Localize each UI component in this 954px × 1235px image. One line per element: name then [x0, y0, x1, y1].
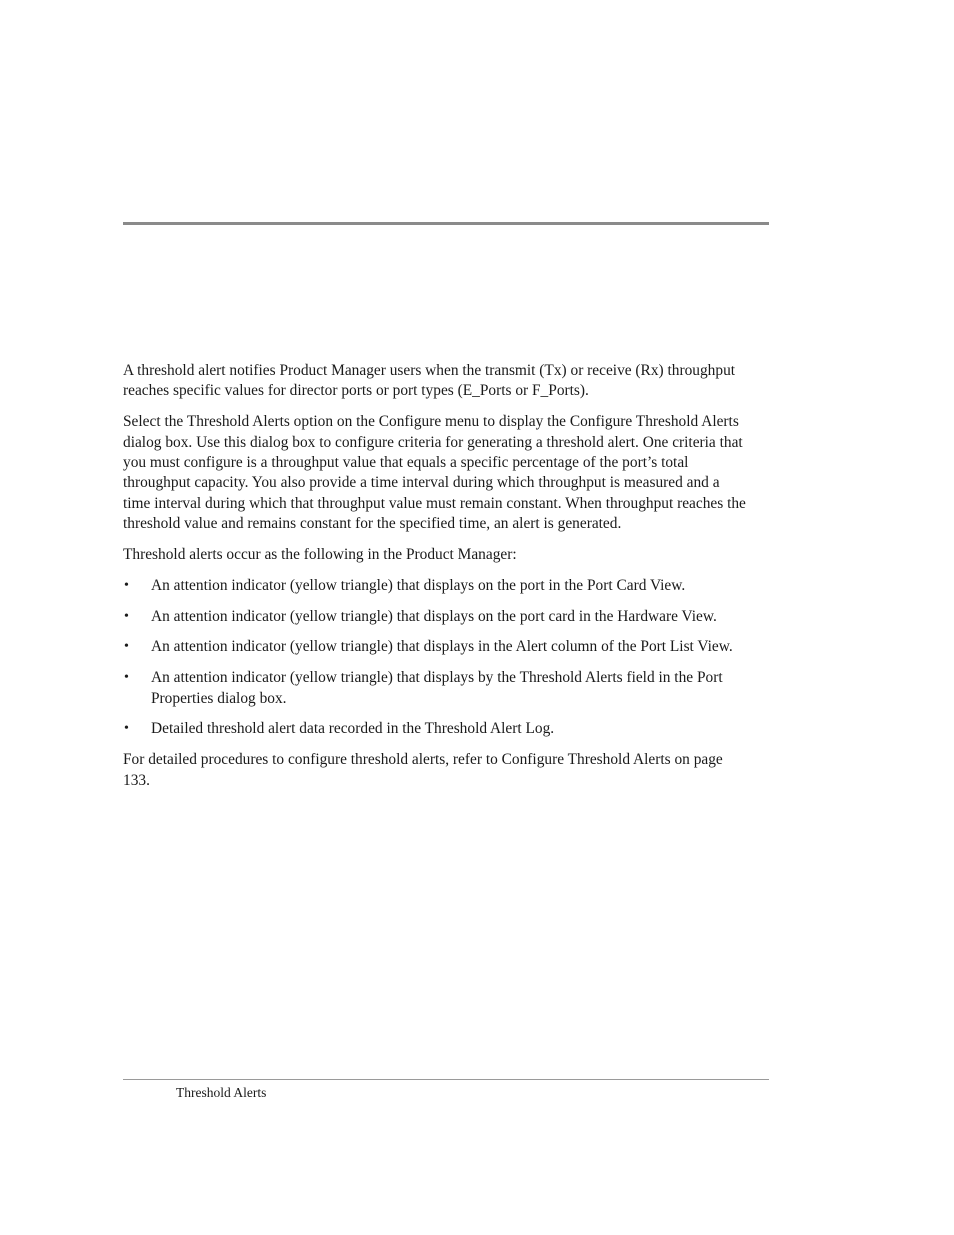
list-item [123, 719, 748, 739]
bullet-icon: • [124, 639, 129, 655]
occurrence-list [123, 576, 748, 740]
list-item-text: An attention indicator (yellow triangle) that displays by the Threshold Alerts field in the Port Properties dialog box. [151, 669, 723, 707]
reference-paragraph: For detailed procedures to configure threshold alerts, refer to Configure Threshold Alerts on page 133. [123, 751, 723, 789]
bullet-icon: • [124, 721, 129, 737]
list-item [123, 637, 748, 657]
bullet-icon: • [124, 670, 129, 686]
list-item-text: Detailed threshold alert data recorded in the Threshold Alert Log. [151, 720, 555, 738]
list-item-text: An attention indicator (yellow triangle) that displays on the port in the Port Card View. [151, 576, 686, 594]
intro-paragraph: A threshold alert notifies Product Manager users when the transmit (Tx) or receive (Rx) throughput reaches specific values for director ports or port types (E_Ports or F_Ports). [123, 362, 736, 400]
header-rule [123, 222, 769, 225]
list-item-text: An attention indicator (yellow triangle) that displays in the Alert column of the Port List View. [151, 638, 733, 656]
occurrence-intro: Threshold alerts occur as the following in the Product Manager: [123, 546, 517, 564]
footer-rule [123, 1079, 769, 1080]
main-content [123, 361, 748, 801]
bullet-icon: • [124, 577, 129, 593]
bullet-icon: • [124, 608, 129, 624]
configure-paragraph: Select the Threshold Alerts option on the Configure menu to display the Configure Threshold Alerts dialog box. Use this dialog box to configure criteria for generating a threshold alert. One criteria that you must configure is a throughput value that equals a specific percentage of the port’s total throughput capacity. You also provide a time interval during which throughput is measured and a time interval during which that throughput value must remain constant. When throughput reaches the threshold value and remains constant for the specified time, an alert is generated. [123, 413, 746, 533]
list-item [123, 576, 748, 596]
list-item [123, 607, 748, 627]
list-item [123, 668, 748, 709]
list-item-text: An attention indicator (yellow triangle) that displays on the port card in the Hardware View. [151, 607, 717, 625]
footer-section-title: Threshold Alerts [176, 1085, 267, 1100]
